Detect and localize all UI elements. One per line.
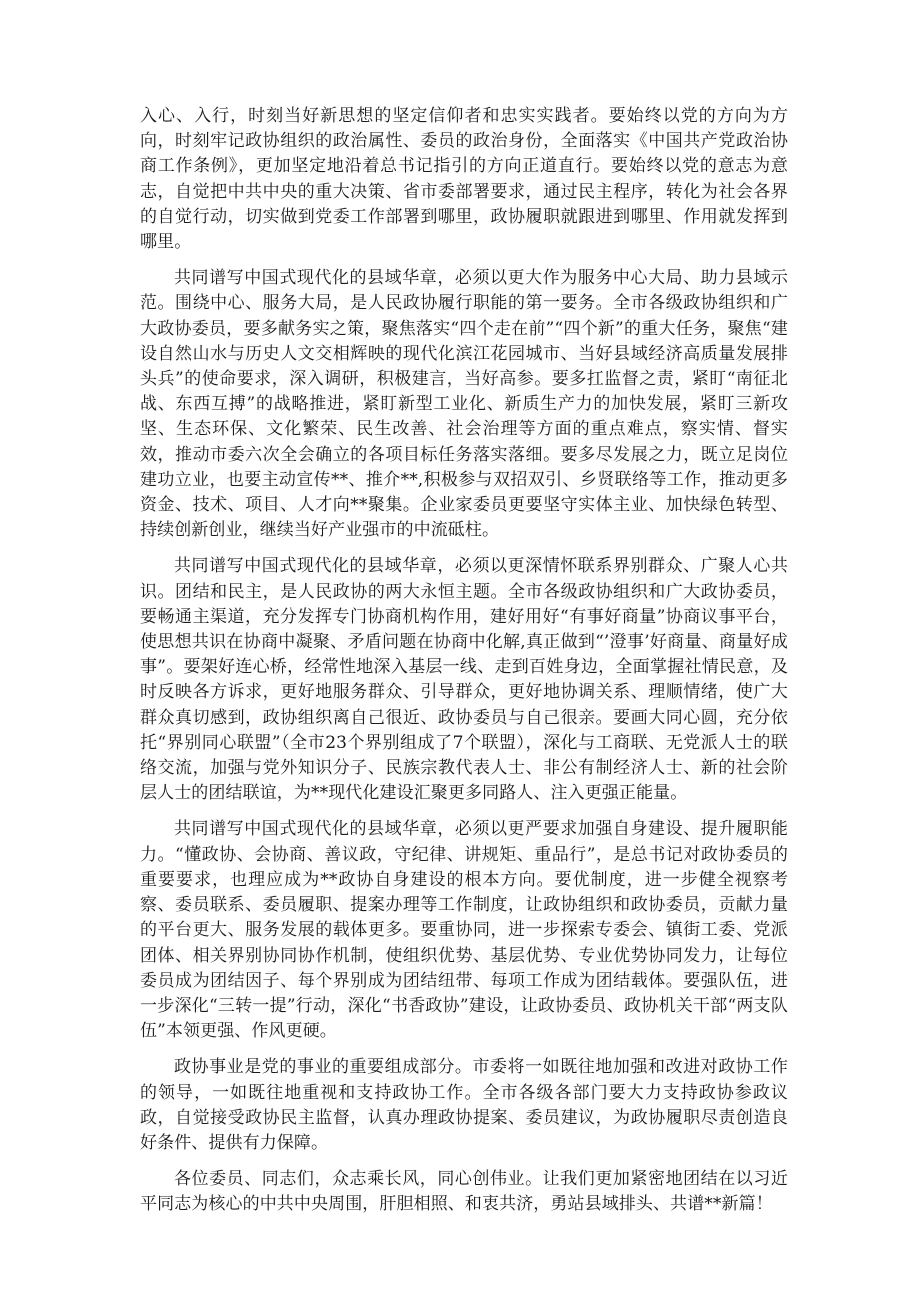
paragraph-2: 共同谱写中国式现代化的县域华章，必须以更大作为服务中心大局、助力县域示范。围绕中心、服务大局，是人民政协履行职能的第一要务。全市各级政协组织和广大政协委员，要多献务实之策，聚焦落实“四个走在前”“四个新”的重大任务，聚焦“建设自然山水与历史人文交相辉映的现代化滨江花园城市、当好县域经济高质量发展排头兵”的使命要求，深入调研，积极建言，当好高参。要多扛监督之责，紧盯“南征北战、东西互搏”的战略推进，紧盯新型工业化、新质生产力的加快发展，紧盯三新攻坚、生态环保、文化繁荣、民生改善、社会治理等方面的重点难点，察实情、督实效，推动市委六次全会确立的各项目标任务落实落细。要多尽发展之力，既立足岗位建功立业，也要主动宣传**、推介**,积极参与双招双引、乡贤联络等工作，推动更多资金、技术、项目、人才向**聚集。企业家委员更要坚守实体主业、加快绿色转型、持续创新创业，继续当好产业强市的中流砥柱。 [140, 268, 788, 541]
paragraph-6: 各位委员、同志们，众志乘长风，同心创伟业。让我们更加紧密地团结在以习近平同志为核心的中共中央周围，肝胆相照、和衷共济，勇站县域排头、共谱**新篇！ [140, 1169, 788, 1215]
paragraph-3: 共同谱写中国式现代化的县域华章，必须以更深情怀联系界别群众、广聚人心共识。团结和民主，是人民政协的两大永恒主题。全市各级政协组织和广大政协委员，要畅通主渠道，充分发挥专门协商机构作用，建好用好“有事好商量”协商议事平台，使思想共识在协商中凝聚、矛盾问题在协商中化解,真正做到“’澄事’好商量、商量好成事”。要架好连心桥，经常性地深入基层一线、走到百姓身边，全面掌握社情民意，及时反映各方诉求，更好地服务群众、引导群众，更好地协调关系、理顺情绪，使广大群众真切感到，政协组织离自己很近、政协委员与自己很亲。要画大同心圆，充分依托“界别同心联盟”（全市23个界别组成了7个联盟），深化与工商联、无党派人士的联络交流，加强与党外知识分子、民族宗教代表人士、非公有制经济人士、新的社会阶层人士的团结联谊，为**现代化建设汇聚更多同路人、注入更强正能量。 [140, 556, 788, 804]
paragraph-1: 入心、入行，时刻当好新思想的坚定信仰者和忠实实践者。要始终以党的方向为方向，时刻牢记政协组织的政治属性、委员的政治身份，全面落实《中国共产党政治协商工作条例》，更加坚定地沿着总书记指引的方向正道直行。要始终以党的意志为意志，自觉把中共中央的重大决策、省市委部署要求，通过民主程序，转化为社会各界的自觉行动，切实做到党委工作部署到哪里，政协履职就跟进到哪里、作用就发挥到哪里。 [140, 106, 788, 253]
paragraph-5: 政协事业是党的事业的重要组成部分。市委将一如既往地加强和改进对政协工作的领导，一如既往地重视和支持政协工作。全市各级各部门要大力支持政协参政议政，自觉接受政协民主监督，认真办理政协提案、委员建议，为政协履职尽责创造良好条件、提供有力保障。 [140, 1057, 788, 1153]
paragraph-4: 共同谱写中国式现代化的县域华章，必须以更严要求加强自身建设、提升履职能力。“懂政协、会协商、善议政，守纪律、讲规矩、重品行”，是总书记对政协委员的重要要求，也理应成为**政协自身建设的根本方向。要优制度，进一步健全视察考察、委员联系、委员履职、提案办理等工作制度，让政协组织和政协委员，贡献力量的平台更大、服务发展的载体更多。要重协同，进一步探索专委会、镇街工委、党派团体、相关界别协同协作机制，使组织优势、基层优势、专业优势协同发力，让每位委员成为团结因子、每个界别成为团结纽带、每项工作成为团结载体。要强队伍，进一步深化“三转一提”行动，深化“书香政协”建设，让政协委员、政协机关干部“两支队伍”本领更强、作风更硬。 [140, 819, 788, 1042]
